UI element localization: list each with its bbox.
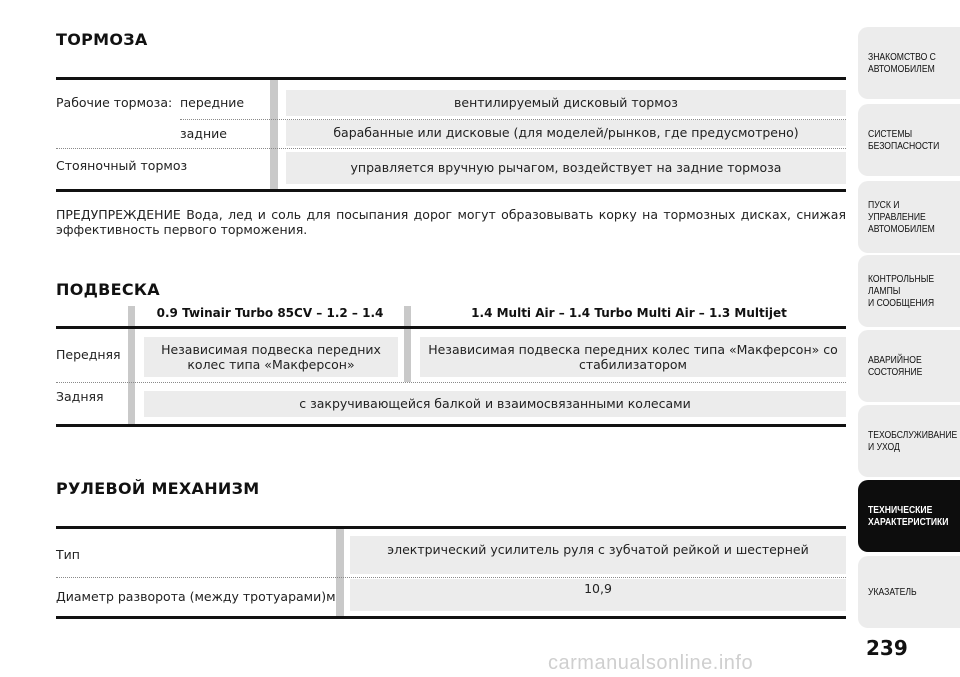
tab-getting-to-know-car[interactable] <box>858 27 960 99</box>
steering-title: РУЛЕВОЙ МЕХАНИЗМ <box>56 479 260 498</box>
brakes-column-divider <box>270 80 278 191</box>
steering-top-rule <box>56 526 846 529</box>
suspension-bottom-rule <box>56 424 846 427</box>
steering-column-divider <box>336 529 344 617</box>
front-brakes-value: вентилируемый дисковый тормоз <box>286 90 846 116</box>
page-number: 239 <box>866 636 908 660</box>
steering-type-value: электрический усилитель руля с зубчатой рейкой и шестерней <box>350 536 846 574</box>
suspension-column-divider <box>128 306 135 424</box>
front-suspension-label: Передняя <box>56 347 121 362</box>
rear-suspension-value: с закручивающейся балкой и взаимосвязанными колесами <box>144 391 846 417</box>
front-suspension-col2: Независимая подвеска передних колес типа «Макферсон» со стабилизатором <box>420 337 846 377</box>
tab-label: АВАРИЙНОЕ СОСТОЯНИЕ <box>868 354 923 378</box>
suspension-top-rule <box>56 326 846 329</box>
suspension-title: ПОДВЕСКА <box>56 280 160 299</box>
suspension-column-divider <box>404 306 411 382</box>
suspension-row-divider <box>56 382 846 383</box>
rear-brakes-label: задние <box>180 126 227 141</box>
front-suspension-col1: Независимая подвеска передних колес типа «Макферсон» <box>144 337 398 377</box>
tab-emergency[interactable] <box>858 330 960 402</box>
turning-diameter-value: 10,9 <box>350 579 846 611</box>
brakes-warning: ПРЕДУПРЕЖДЕНИЕ Вода, лед и соль для посыпания дорог могут образовывать корку на тормозных дисках, снижая эффективность первого торможения. <box>56 207 846 237</box>
tab-safety-systems[interactable] <box>858 104 960 176</box>
tab-maintenance[interactable] <box>858 405 960 477</box>
steering-type-label: Тип <box>56 547 80 562</box>
tab-label: ЗНАКОМСТВО С АВТОМОБИЛЕМ <box>868 51 936 75</box>
tab-label: ТЕХНИЧЕСКИЕ ХАРАКТЕРИСТИКИ <box>868 504 949 528</box>
watermark: carmanualsonline.info <box>548 652 754 674</box>
turning-diameter-label: Диаметр разворота (между тротуарами)м <box>56 589 336 604</box>
tab-warning-lights[interactable] <box>858 255 960 327</box>
suspension-col1-header: 0.9 Twinair Turbo 85CV – 1.2 – 1.4 <box>156 306 384 320</box>
parking-brake-label: Стояночный тормоз <box>56 158 188 173</box>
brakes-bottom-rule <box>56 189 846 192</box>
tab-technical-specifications[interactable] <box>858 480 960 552</box>
brakes-title: ТОРМОЗА <box>56 30 148 49</box>
brakes-row-divider <box>56 148 846 149</box>
tab-label: УКАЗАТЕЛЬ <box>868 586 917 598</box>
tab-label: ПУСК И УПРАВЛЕНИЕ АВТОМОБИЛЕМ <box>868 199 935 235</box>
front-brakes-label: передние <box>180 95 245 110</box>
tab-label: ТЕХОБСЛУЖИВАНИЕ И УХОД <box>868 429 958 453</box>
tab-starting-and-driving[interactable] <box>858 181 960 253</box>
brakes-top-rule <box>56 77 846 80</box>
tab-label: СИСТЕМЫ БЕЗОПАСНОСТИ <box>868 128 940 152</box>
parking-brake-value: управляется вручную рычагом, воздействует на задние тормоза <box>286 152 846 184</box>
steering-row-divider <box>56 577 846 578</box>
service-brakes-label: Рабочие тормоза: <box>56 95 173 110</box>
tab-label: КОНТРОЛЬНЫЕ ЛАМПЫ И СООБЩЕНИЯ <box>868 273 935 309</box>
rear-suspension-label: Задняя <box>56 389 104 404</box>
tab-index[interactable] <box>858 556 960 628</box>
suspension-col2-header: 1.4 Multi Air – 1.4 Turbo Multi Air – 1.3 Multijet <box>471 306 787 320</box>
rear-brakes-value: барабанные или дисковые (для моделей/рынков, где предусмотрено) <box>286 120 846 146</box>
steering-bottom-rule <box>56 616 846 619</box>
